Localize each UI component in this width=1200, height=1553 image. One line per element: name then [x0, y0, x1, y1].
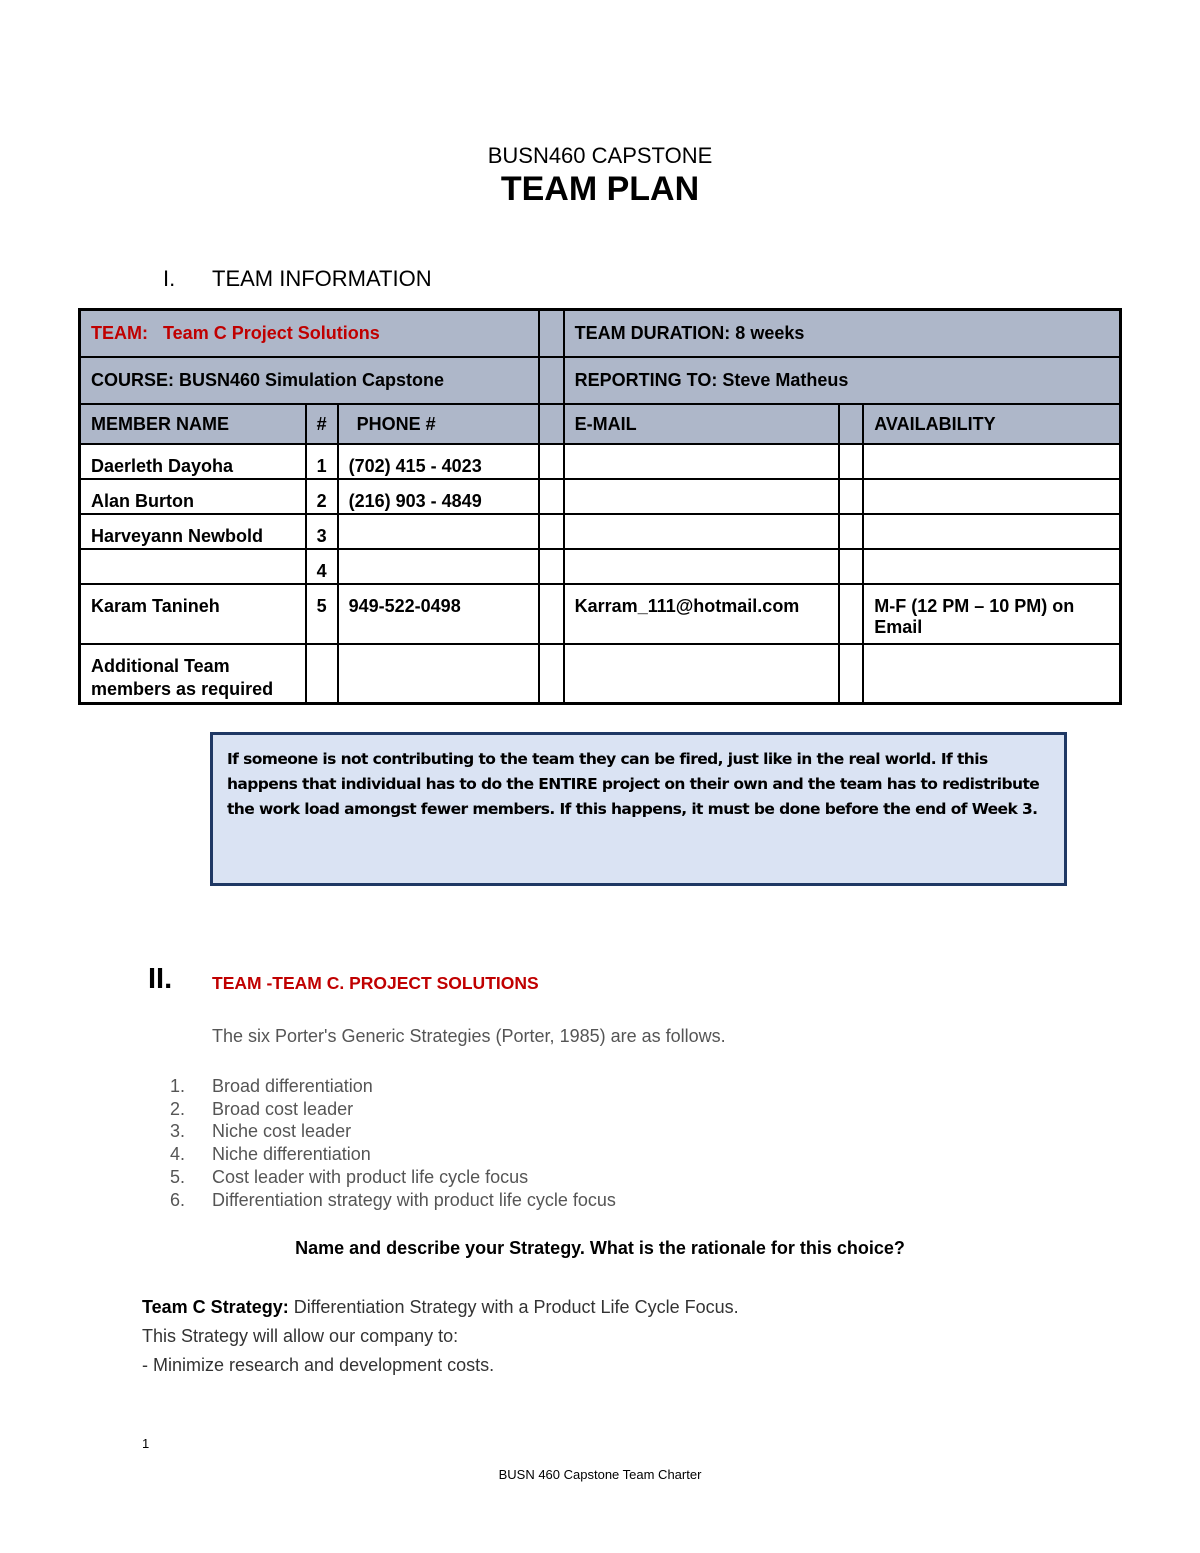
list-text: Broad cost leader [212, 1098, 354, 1119]
member-phone [338, 514, 539, 549]
spacer-cell [539, 644, 564, 703]
list-number: 4. [170, 1144, 186, 1165]
table-row [80, 644, 1121, 703]
spacer-cell [839, 584, 863, 644]
page-title: TEAM PLAN [500, 170, 700, 208]
strategies-list [170, 1075, 616, 1211]
reporting-to: REPORTING TO: Steve Matheus [564, 357, 1121, 404]
section-2-number: II. [148, 963, 173, 995]
team-name: Team C Project Solutions [163, 323, 380, 343]
strategy-text: Differentiation Strategy with a Product Life Cycle Focus. [288, 1297, 739, 1317]
spacer-cell [539, 444, 564, 479]
spacer-cell [539, 584, 564, 644]
member-availability: M-F (12 PM – 10 PM) on Email [863, 584, 1120, 644]
member-email: Karram_111@hotmail.com [564, 584, 840, 644]
list-number: 3. [170, 1121, 186, 1142]
member-phone: 949-522-0498 [338, 584, 539, 644]
list-number: 6. [170, 1189, 186, 1210]
course-title: BUSN460 CAPSTONE [487, 143, 713, 168]
section-1-title: TEAM INFORMATION [212, 266, 432, 291]
member-name: Karam Tanineh [80, 584, 306, 644]
member-name: Alan Burton [80, 479, 306, 514]
team-info-table [78, 308, 1122, 705]
member-number: 2 [306, 479, 338, 514]
team-row [80, 310, 1121, 358]
member-phone: (216) 903 - 4849 [338, 479, 539, 514]
member-email [564, 644, 840, 703]
list-item [170, 1166, 616, 1189]
list-text: Broad differentiation [212, 1076, 373, 1096]
list-item [170, 1143, 616, 1166]
list-item [170, 1189, 616, 1212]
table-row [80, 584, 1121, 644]
member-number: 4 [306, 549, 338, 584]
col-member-name: MEMBER NAME [80, 404, 306, 444]
spacer-cell [539, 310, 564, 358]
list-item [170, 1120, 616, 1143]
table-row [80, 549, 1121, 584]
member-number [306, 644, 338, 703]
spacer-cell [539, 404, 564, 444]
member-email [564, 479, 840, 514]
member-email [564, 444, 840, 479]
member-availability [863, 549, 1120, 584]
member-number: 5 [306, 584, 338, 644]
strategy-label: Team C Strategy: [142, 1297, 289, 1317]
spacer-cell [839, 444, 863, 479]
strategy-bullet: - Minimize research and development costs. [142, 1355, 495, 1375]
section-1-number: I. [163, 266, 176, 291]
col-number: # [306, 404, 338, 444]
spacer-cell [839, 644, 863, 703]
spacer-cell [539, 549, 564, 584]
list-item [170, 1075, 616, 1098]
spacer-cell [539, 479, 564, 514]
table-row [80, 444, 1121, 479]
list-item [170, 1098, 616, 1121]
team-cell [80, 310, 539, 358]
section-2-title: TEAM -TEAM C. PROJECT SOLUTIONS [212, 973, 539, 993]
member-availability [863, 479, 1120, 514]
member-availability [863, 514, 1120, 549]
table-row [80, 514, 1121, 549]
column-header-row [80, 404, 1121, 444]
course-row [80, 357, 1121, 404]
footer-text: BUSN 460 Capstone Team Charter [498, 1467, 702, 1482]
member-phone [338, 549, 539, 584]
col-availability: AVAILABILITY [863, 404, 1120, 444]
member-name [80, 549, 306, 584]
member-number: 1 [306, 444, 338, 479]
spacer-cell [839, 549, 863, 584]
member-phone [338, 644, 539, 703]
member-phone: (702) 415 - 4023 [338, 444, 539, 479]
course-cell: COURSE: BUSN460 Simulation Capstone [80, 357, 539, 404]
col-email: E-MAIL [564, 404, 840, 444]
list-number: 1. [170, 1076, 186, 1096]
spacer-cell [839, 404, 863, 444]
strategy-question: Name and describe your Strategy. What is the rationale for this choice? [295, 1238, 905, 1258]
member-email [564, 549, 840, 584]
spacer-cell [839, 479, 863, 514]
list-number: 2. [170, 1098, 186, 1119]
list-number: 5. [170, 1166, 186, 1187]
list-text: Niche differentiation [212, 1144, 371, 1165]
member-name: Harveyann Newbold [80, 514, 306, 549]
member-name: Daerleth Dayoha [80, 444, 306, 479]
list-text: Differentiation strategy with product life cycle focus [212, 1189, 616, 1210]
spacer-cell [539, 357, 564, 404]
team-label: TEAM: [91, 323, 148, 343]
strategies-intro: The six Porter's Generic Strategies (Porter, 1985) are as follows. [212, 1026, 726, 1046]
col-phone: PHONE # [338, 404, 539, 444]
member-availability [863, 444, 1120, 479]
member-email [564, 514, 840, 549]
list-text: Cost leader with product life cycle focus [212, 1166, 529, 1187]
member-availability [863, 644, 1120, 703]
spacer-cell [839, 514, 863, 549]
notice-box: If someone is not contributing to the team they can be fired, just like in the real world. If this happens that individual has to do the ENTIRE project on their own and the team has to redistribute the work load amongst fewer members. If this happens, it must be done before the end of Week 3. [210, 732, 1067, 886]
member-number: 3 [306, 514, 338, 549]
list-text: Niche cost leader [212, 1121, 352, 1142]
strategy-allow: This Strategy will allow our company to: [142, 1326, 459, 1346]
team-strategy [142, 1297, 739, 1318]
member-name: Additional Team members as required [80, 644, 306, 703]
page-number: 1 [142, 1436, 150, 1451]
table-row [80, 479, 1121, 514]
team-duration: TEAM DURATION: 8 weeks [564, 310, 1121, 358]
spacer-cell [539, 514, 564, 549]
